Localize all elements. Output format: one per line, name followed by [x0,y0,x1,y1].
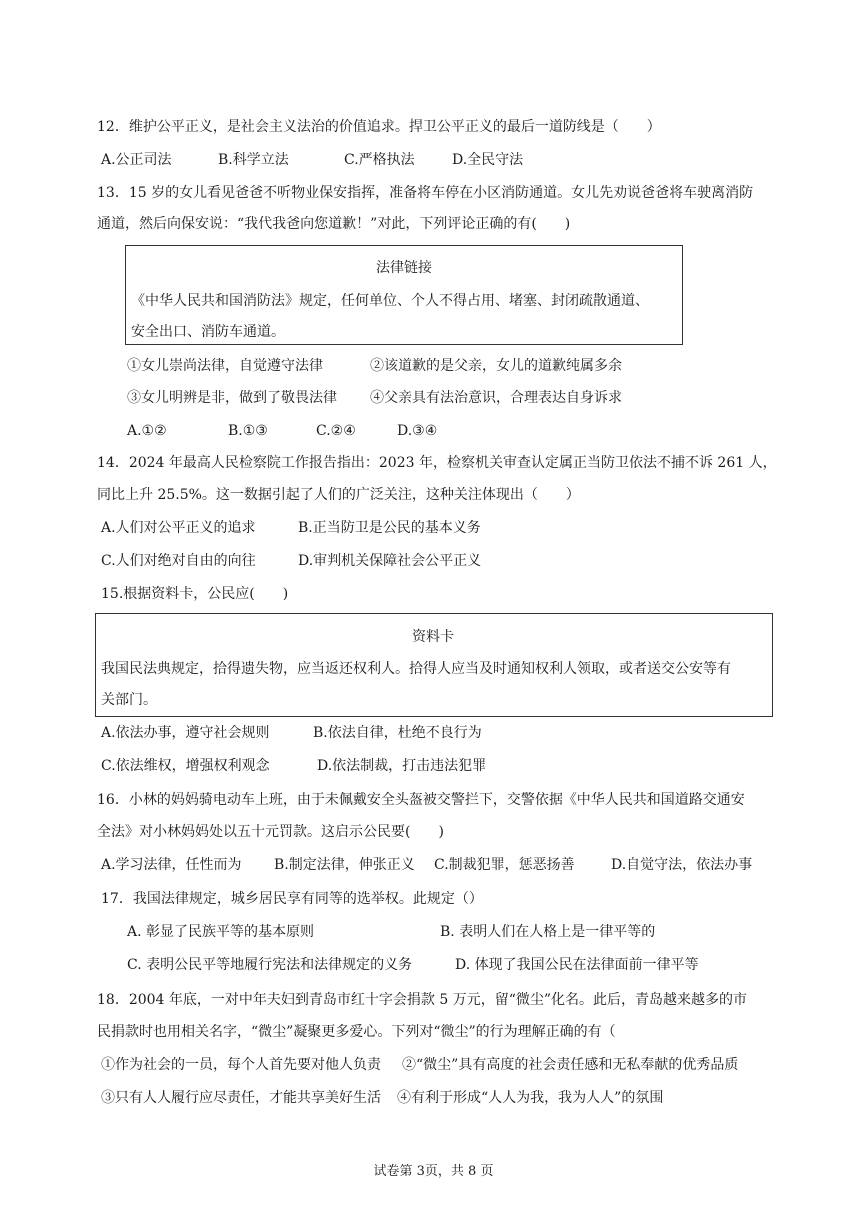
q18-item-3: ③只有人人履行应尽责任，才能共享美好生活 [101,1090,381,1106]
q15-stem: 15.根据资料卡，公民应( ) [101,586,289,602]
q15-option-b: B.依法自律，杜绝不良行为 [313,725,482,741]
q15-option-a: A.依法办事，遵守社会规则 [101,725,270,741]
q13-item-3: ③女儿明辨是非，做到了敬畏法律 [127,390,337,406]
q16-option-d: D.自觉守法，依法办事 [611,857,753,873]
q13-option-a: A.①② [127,423,167,439]
q18-stem-line1: 18．2004 年底，一对中年夫妇到青岛市红十字会捐款 5 万元，留“微尘”化名。此后，青岛越来越多的市 [97,992,748,1008]
q13-box-line2: 安全出口、消防车通道。 [131,324,285,340]
q13-item-4: ④父亲具有法治意识，合理表达自身诉求 [370,390,622,406]
q18-item-2: ②“微尘”具有高度的社会责任感和无私奉献的优秀品质 [402,1057,739,1073]
q12-stem: 12．维护公平正义，是社会主义法治的价值追求。捍卫公平正义的最后一道防线是（ ） [97,119,661,135]
q15-box-line2: 关部门。 [101,692,157,708]
q14-option-d: D.审判机关保障社会公平正义 [298,553,482,569]
q12-option-b: B.科学立法 [218,152,289,168]
q13-option-d: D.③④ [397,423,438,439]
q12-option-a: A.公正司法 [101,152,172,168]
q16-stem-line1: 16．小林的妈妈骑电动车上班，由于未佩戴安全头盔被交警拦下，交警依据《中华人民共和国道路交通安 [97,792,745,808]
q15-option-c: C.依法维权，增强权利观念 [101,758,270,774]
q16-option-c: C.制裁犯罪，惩恶扬善 [434,857,575,873]
q14-stem-line1: 14．2024 年最高人民检察院工作报告指出：2023 年，检察机关审查认定属正当防卫依法不捕不诉 261 人， [97,455,777,471]
q17-option-c: C. 表明公民平等地履行宪法和法律规定的义务 [127,957,413,973]
q13-item-2: ②该道歉的是父亲，女儿的道歉纯属多余 [370,358,622,374]
q15-option-d: D.依法制裁，打击违法犯罪 [317,758,487,774]
q16-option-b: B.制定法律，伸张正义 [274,857,415,873]
q13-option-c: C.②④ [316,423,356,439]
q18-item-4: ④有利于形成“人人为我，我为人人”的氛围 [397,1090,664,1106]
q13-option-b: B.①③ [228,423,268,439]
q13-box-title: 法律链接 [376,260,432,276]
q12-option-c: C.严格执法 [344,152,415,168]
q17-option-b: B. 表明人们在人格上是一律平等的 [440,924,656,940]
q18-stem-line2: 民捐款时也用相关名字，“微尘”凝聚更多爱心。下列对“微尘”的行为理解正确的有（ [97,1024,616,1040]
q17-option-d: D. 体现了我国公民在法律面前一律平等 [455,957,699,973]
q16-option-a: A.学习法律，任性而为 [101,857,242,873]
q17-option-a: A. 彰显了民族平等的基本原则 [127,924,315,940]
q13-box-line1: 《中华人民共和国消防法》规定，任何单位、个人不得占用、堵塞、封闭疏散通道、 [131,293,649,309]
q15-box-title: 资料卡 [412,629,454,645]
q14-option-a: A.人们对公平正义的追求 [101,520,256,536]
q14-stem-line2: 同比上升 25.5%。这一数据引起了人们的广泛关注，这种关注体现出（ ） [97,487,580,503]
q12-option-d: D.全民守法 [452,152,524,168]
q13-stem-line1: 13．15 岁的女儿看见爸爸不听物业保安指挥，准备将车停在小区消防通道。女儿先劝说爸爸将车驶离消防 [97,185,754,201]
q18-item-1: ①作为社会的一员，每个人首先要对他人负责 [101,1057,381,1073]
q13-stem-line2: 通道，然后向保安说：“我代我爸向您道歉！”对此，下列评论正确的有( ) [97,216,571,232]
q13-item-1: ①女儿崇尚法律，自觉遵守法律 [127,358,323,374]
q14-option-c: C.人们对绝对自由的向往 [101,553,256,569]
page-footer: 试卷第 3页，共 8 页 [373,1164,494,1179]
q15-box-line1: 我国民法典规定，拾得遗失物，应当返还权利人。拾得人应当及时通知权利人领取，或者送交公安等有 [101,661,731,677]
q14-option-b: B.正当防卫是公民的基本义务 [298,520,481,536]
q16-stem-line2: 全法》对小林妈妈处以五十元罚款。这启示公民要( ) [97,824,444,840]
q17-stem: 17．我国法律规定，城乡居民享有同等的选举权。此规定（） [101,891,483,907]
